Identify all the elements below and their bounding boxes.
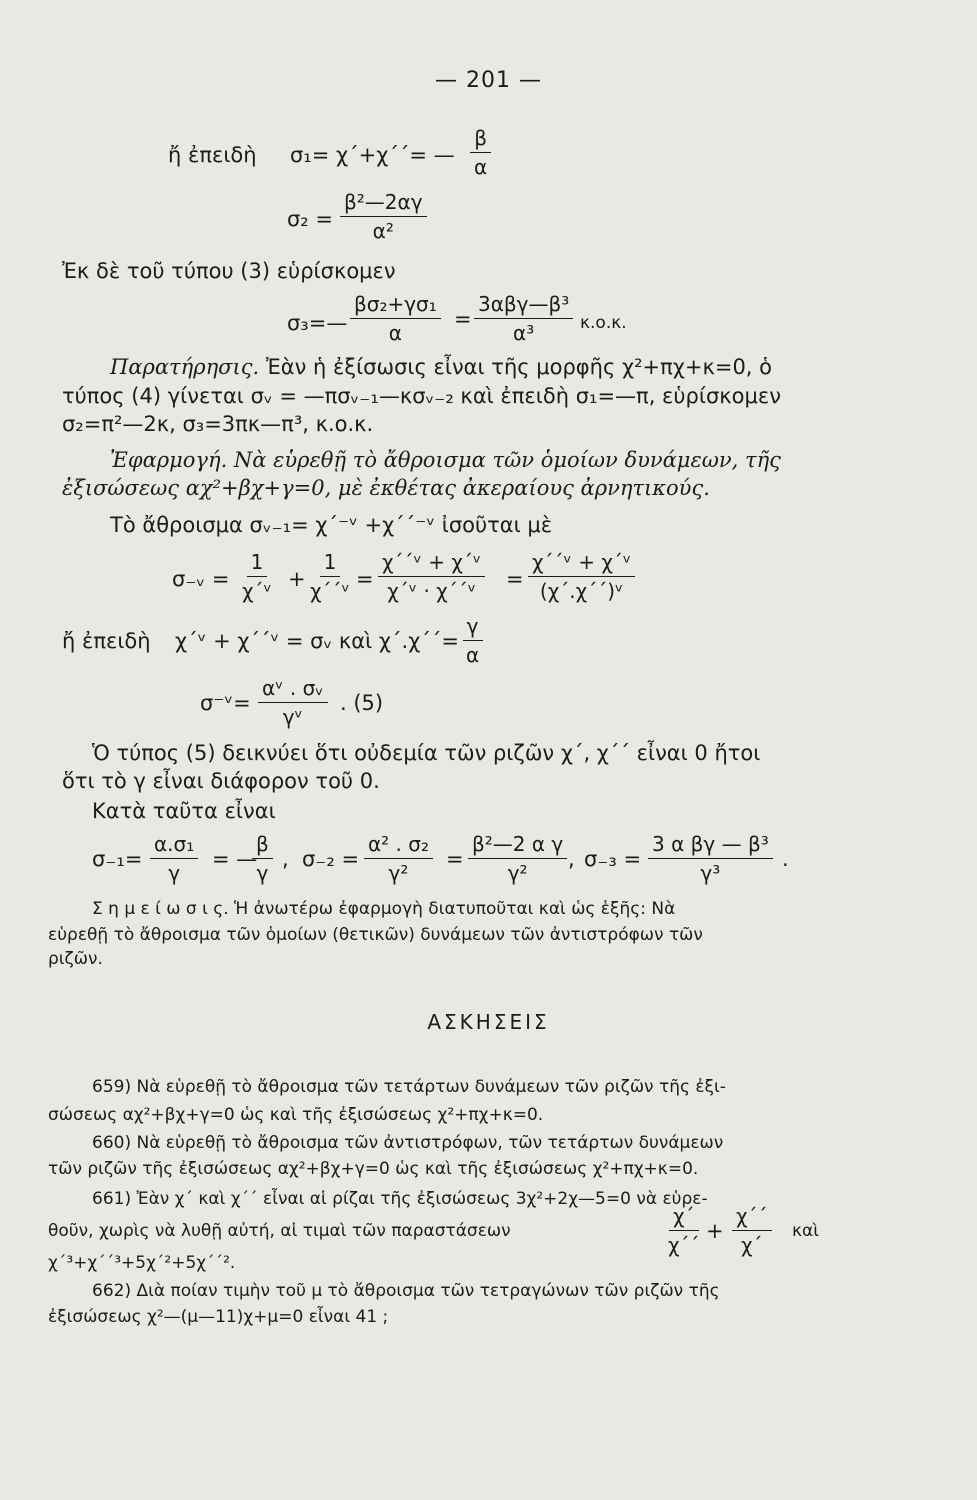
formula5-line2: ὅτι τὸ γ εἶναι διάφορον τοῦ 0. [62, 769, 380, 793]
eq7-fraction-b [252, 832, 273, 885]
eq7-a-eq: = — [212, 847, 258, 871]
eq3-frac2-num: 3αβγ—β³ [474, 292, 573, 319]
eq3-mid: = [454, 307, 472, 331]
eq7-c-lhs: σ₋₂ = [302, 847, 360, 871]
eq7-fraction-c [364, 832, 433, 885]
eq6-lhs: σ⁻ᵛ= [200, 691, 251, 715]
eq7-d-den: γ² [507, 861, 528, 885]
ex661-line3: χ΄³+χ΄΄³+5χ΄²+5χ΄΄². [48, 1253, 236, 1273]
application-line2: ἐξισώσεως αχ²+βχ+γ=0, μὲ ἐκθέτας ἀκεραίους ἀρνητικούς. [62, 476, 710, 500]
eq7-fraction-d [468, 832, 567, 885]
eq7-fraction-e [648, 832, 773, 885]
eq3-frac2-den: α³ [513, 321, 535, 345]
remark-line3: σ₂=π²—2κ, σ₃=3πκ—π³, κ.ο.κ. [62, 412, 374, 436]
eq4-f2-num: 1 [320, 550, 341, 577]
ex660-line2: τῶν ριζῶν τῆς ἐξισώσεως αχ²+βχ+γ=0 ὡς καὶ τῆς ἐξισώσεως χ²+πχ+κ=0. [48, 1159, 699, 1179]
eq4-f4-num: χ΄΄ᵛ + χ΄ᵛ [528, 550, 635, 577]
eq7-e-num: 3 α βγ — β³ [648, 832, 773, 859]
eq4-lhs: σ₋ᵥ = [172, 567, 230, 591]
eq7-e-lhs: σ₋₃ = [584, 847, 642, 871]
eq4-f1-num: 1 [247, 550, 268, 577]
eq7-fraction-a [150, 832, 198, 885]
eq7-c-num: α² . σ₂ [364, 832, 433, 859]
eq1-lhs: σ₁= χ΄+χ΄΄= — [290, 143, 455, 167]
eq7-a-den: γ [168, 861, 181, 885]
eq2-fraction [340, 190, 427, 243]
eq3-frac1-den: α [388, 321, 402, 345]
accordingly-line: Κατὰ ταῦτα εἶναι [92, 799, 276, 823]
eq3-lhs: σ₃=— [287, 311, 348, 335]
eq2-frac-num: β²—2αγ [340, 190, 427, 217]
eq7-sep1: , [282, 847, 289, 871]
eq7-b-num: β [252, 832, 273, 859]
eq7-c-den: γ² [388, 861, 409, 885]
ex662-line2: ἐξισώσεως χ²—(μ—11)χ+μ=0 εἶναι 41 ; [48, 1307, 389, 1327]
eq4-f3-num: χ΄΄ᵛ + χ΄ᵛ [378, 550, 485, 577]
eq3-frac1-num: βσ₂+γσ₁ [350, 292, 441, 319]
eq7-e-den: γ³ [700, 861, 721, 885]
eq1-frac-num: β [470, 126, 491, 153]
page-number: — 201 — [435, 68, 542, 93]
eq2-lhs: σ₂ = [287, 207, 333, 231]
eq6-fraction [258, 676, 328, 729]
eq4-f3-den: χ΄ᵛ · χ΄΄ᵛ [387, 579, 477, 603]
exercises-title: ΑΣΚΗΣΕΙΣ [427, 1010, 550, 1034]
eq6-frac-den: γᵛ [282, 705, 303, 729]
remark-line1-text: Ἐὰν ἡ ἐξίσωσις εἶναι τῆς μορφῆς χ²+πχ+κ=0, ὁ [265, 355, 772, 379]
ex661-plus: + [706, 1219, 724, 1243]
formula5-line1: Ὁ τύπος (5) δεικνύει ὅτι οὐδεμία τῶν ριζῶν χ΄, χ΄΄ εἶναι 0 ἤτοι [92, 741, 761, 765]
ex662-line1: 662) Διὰ ποίαν τιμὴν τοῦ μ τὸ ἄθροισμα τῶν τετραγώνων τῶν ριζῶν τῆς [92, 1281, 720, 1301]
eq5-frac-num: γ [463, 614, 483, 641]
sum-line: Τὸ ἄθροισμα σᵥ₋₁= χ΄⁻ᵛ +χ΄΄⁻ᵛ ἰσοῦται μὲ [110, 513, 553, 537]
eq4-f4-den: (χ΄.χ΄΄)ᵛ [539, 579, 624, 603]
remark-line1 [110, 354, 772, 380]
line-from-type3: Ἐκ δὲ τοῦ τύπου (3) εὑρίσκομεν [62, 259, 396, 283]
eq4-eq-b: = [506, 567, 524, 591]
eq5-fraction [462, 614, 483, 667]
eq6-frac-num: αᵛ . σᵥ [258, 676, 328, 703]
ex661-fraction-1 [664, 1204, 704, 1257]
eq4-fraction-3 [378, 550, 485, 603]
note-line2: εὑρεθῇ τὸ ἄθροισμα τῶν ὁμοίων (θετικῶν) δυνάμεων τῶν ἀντιστρόφων τῶν [48, 925, 703, 945]
ex659-line1: 659) Νὰ εὑρεθῇ τὸ ἄθροισμα τῶν τετάρτων δυνάμεων τῶν ριζῶν τῆς ἐξι- [92, 1077, 726, 1097]
ex660-line1: 660) Νὰ εὑρεθῇ τὸ ἄθροισμα τῶν ἀντιστρόφων, τῶν τετάρτων δυνάμεων [92, 1133, 724, 1153]
eq7-sep2: , [568, 847, 575, 871]
ex661-line1: 661) Ἐὰν χ΄ καὶ χ΄΄ εἶναι αἱ ρίζαι τῆς ἐξισώσεως 3χ²+2χ—5=0 νὰ εὑρε- [92, 1189, 708, 1209]
eq7-d-num: β²—2 α γ [468, 832, 567, 859]
eq7-a-lhs: σ₋₁= [92, 847, 143, 871]
eq7-c-eq: = [446, 847, 464, 871]
note-line1: Σ η μ ε ί ω σ ι ς. Ἡ ἀνωτέρω ἐφαρμογὴ διατυποῦται καὶ ὡς ἑξῆς: Νὰ [92, 899, 676, 919]
note-line3: ριζῶν. [48, 949, 103, 969]
eq2-frac-den: α² [372, 219, 394, 243]
ex661-f1-den: χ΄΄ [668, 1233, 700, 1257]
eq3-tail: κ.ο.κ. [580, 313, 627, 333]
eq4-fraction-4 [528, 550, 635, 603]
eq5-lead: ἤ ἐπειδὴ [62, 629, 151, 653]
ex661-kai: καὶ [792, 1221, 819, 1241]
ex661-line2: θοῦν, χωρὶς νὰ λυθῇ αὐτή, αἱ τιμαὶ τῶν παραστάσεων [48, 1221, 511, 1241]
eq4-f1-den: χ΄ᵛ [242, 579, 272, 603]
remark-line2: τύπος (4) γίνεται σᵥ = —πσᵥ₋₁—κσᵥ₋₂ καὶ ἐπειδὴ σ₁=—π, εὑρίσκομεν [62, 384, 781, 408]
eq7-b-den: γ [256, 861, 269, 885]
eq3-fraction-1 [350, 292, 441, 345]
eq4-f2-den: χ΄΄ᵛ [310, 579, 350, 603]
ex661-f2-num: χ΄΄ [732, 1204, 772, 1231]
eq4-fraction-2 [306, 550, 354, 603]
eq1-lead: ἤ ἐπειδὴ [168, 143, 257, 167]
eq4-plus: + [288, 567, 306, 591]
eq6-label: . (5) [340, 691, 384, 715]
eq1-fraction [470, 126, 491, 179]
eq5-frac-den: α [466, 643, 480, 667]
eq4-fraction-1 [238, 550, 276, 603]
ex661-f2-den: χ΄ [741, 1233, 763, 1257]
application-line1: Ἐφαρμογή. Νὰ εὑρεθῇ τὸ ἄθροισμα τῶν ὁμοίων δυνάμεων, τῆς [110, 448, 781, 472]
eq3-fraction-2 [474, 292, 573, 345]
eq7-a-num: α.σ₁ [150, 832, 198, 859]
eq5-body: χ΄ᵛ + χ΄΄ᵛ = σᵥ καὶ χ΄.χ΄΄= [175, 629, 459, 653]
eq1-frac-den: α [474, 155, 488, 179]
ex661-f1-num: χ΄ [669, 1204, 699, 1231]
ex661-fraction-2 [732, 1204, 772, 1257]
ex659-line2: σώσεως αχ²+βχ+γ=0 ὡς καὶ τῆς ἐξισώσεως χ²+πχ+κ=0. [48, 1105, 544, 1125]
eq4-eq-a: = [356, 567, 374, 591]
eq7-end: . [782, 847, 789, 871]
remark-heading: Παρατήρησις. [110, 355, 260, 379]
